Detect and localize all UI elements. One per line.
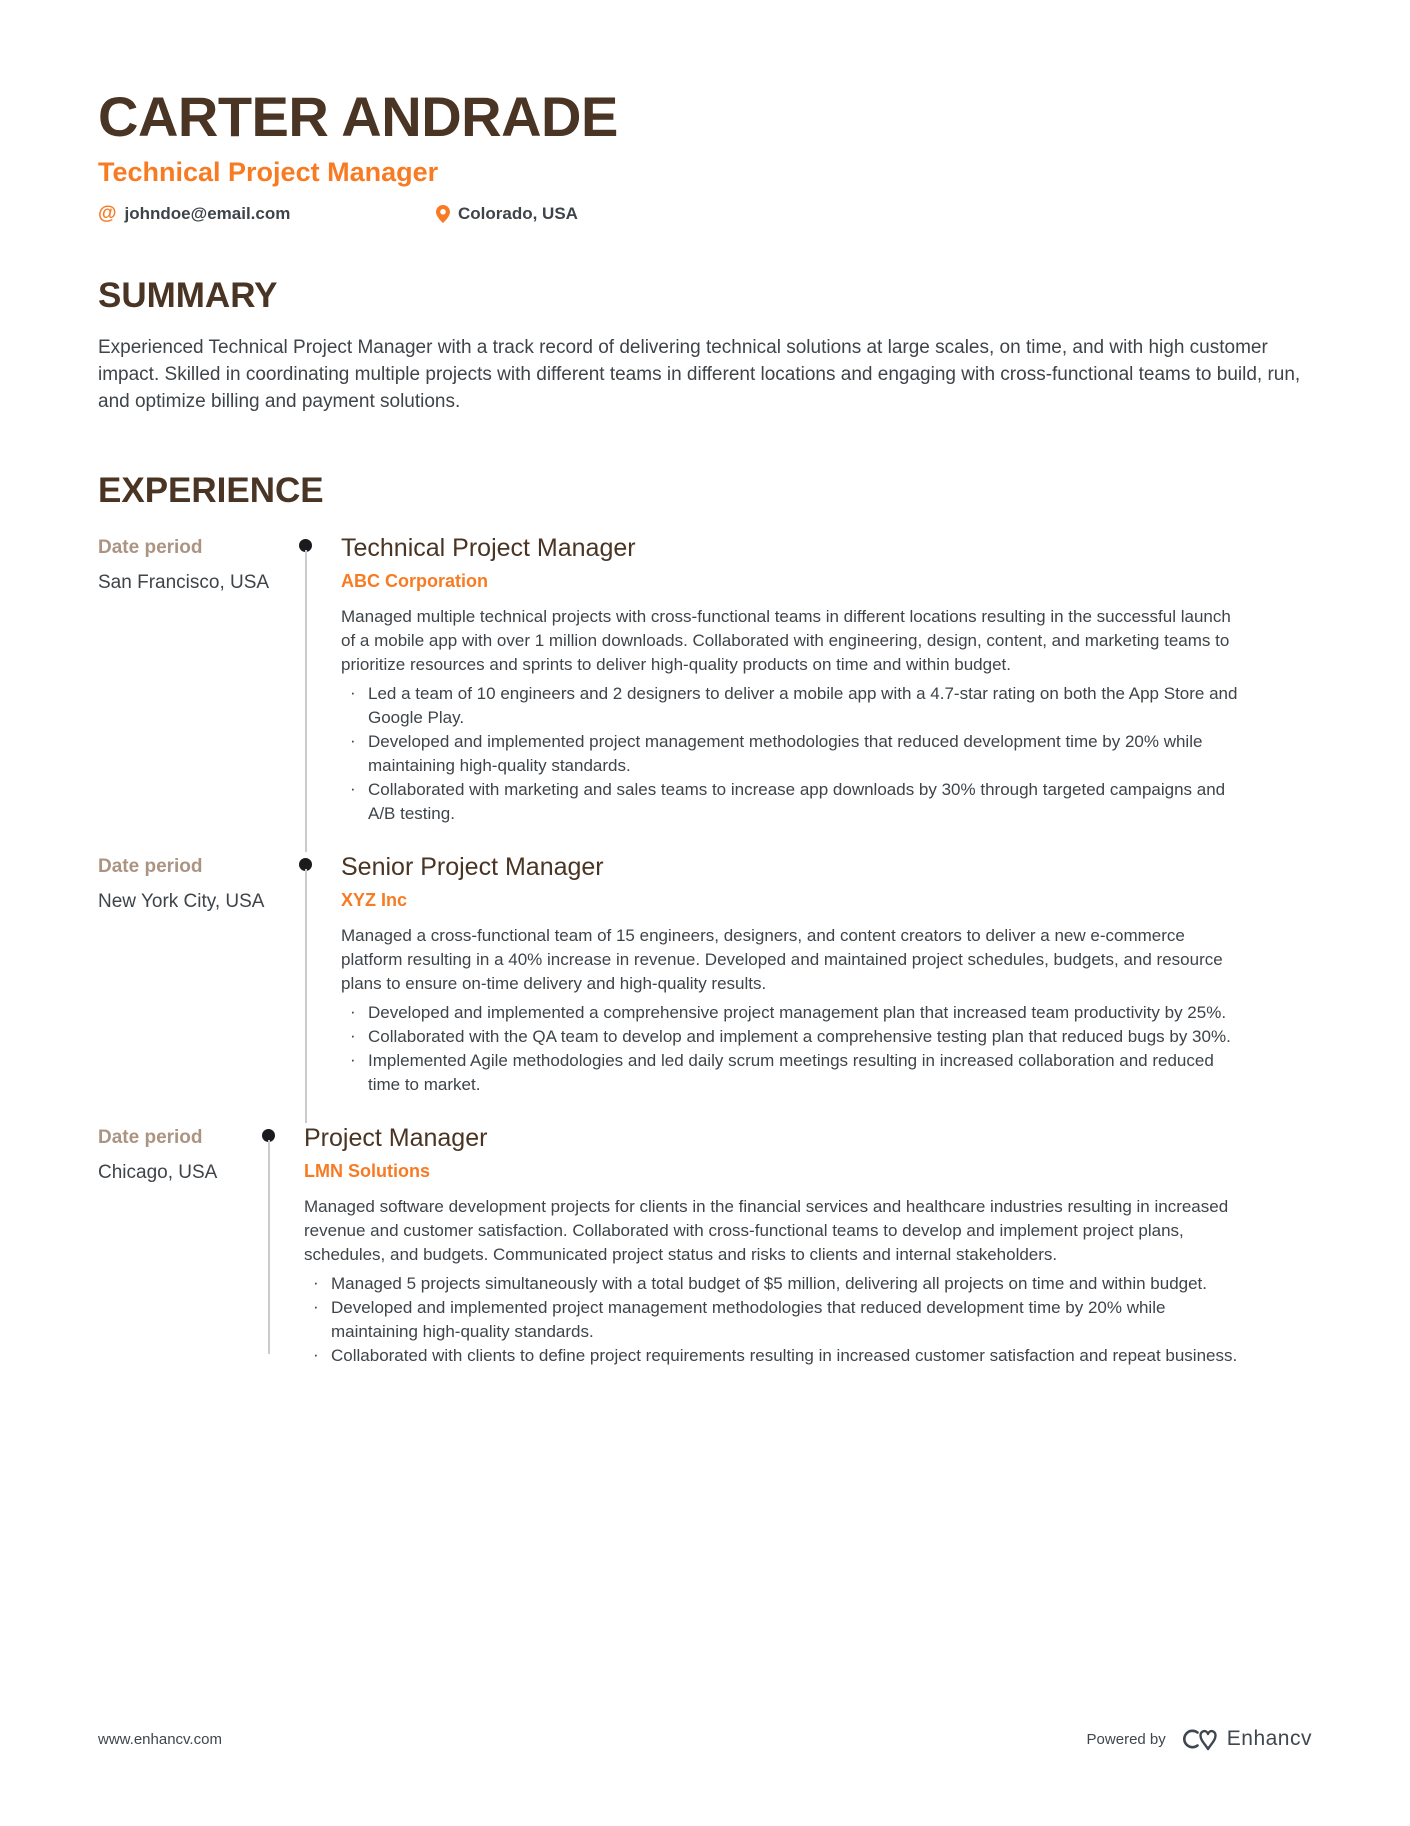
experience-location: New York City, USA bbox=[98, 890, 265, 912]
date-period-label: Date period bbox=[98, 855, 203, 877]
date-period-label: Date period bbox=[98, 536, 203, 558]
job-title: Technical Project Manager bbox=[98, 156, 439, 187]
experience-title: Technical Project Manager bbox=[341, 533, 636, 562]
timeline-line bbox=[305, 550, 307, 852]
experience-list bbox=[98, 533, 1312, 1368]
experience-description: Managed a cross-functional team of 15 engineers, designers, and content creators to deliver a new e-commerce platform resulting in a 40% increase in revenue. Developed and maintained project schedules, budgets, and resource plans to ensure on-time delivery and high-quality results. bbox=[341, 925, 1223, 993]
experience-company: ABC Corporation bbox=[341, 570, 488, 591]
experience-item bbox=[98, 852, 1312, 1097]
experience-item bbox=[98, 1123, 1312, 1368]
summary-heading: SUMMARY bbox=[98, 275, 278, 315]
experience-body bbox=[304, 1123, 1312, 1368]
timeline bbox=[305, 852, 341, 1097]
experience-meta bbox=[98, 1123, 268, 1368]
resume-header bbox=[98, 85, 1312, 225]
enhancv-logo-icon bbox=[1180, 1724, 1220, 1754]
experience-bullets bbox=[304, 1272, 1242, 1368]
brand-name: Enhancv bbox=[1226, 1727, 1312, 1750]
bullet-item: · Developed and implemented project management methodologies that reduced development time by 20% while maintaining high-quality standards. bbox=[304, 1296, 1242, 1344]
timeline-line bbox=[305, 869, 307, 1123]
date-period-label: Date period bbox=[98, 1126, 203, 1148]
experience-title: Project Manager bbox=[304, 1123, 488, 1152]
page-footer bbox=[98, 1724, 1312, 1754]
powered-by-block bbox=[1087, 1724, 1312, 1754]
experience-body bbox=[341, 852, 1312, 1097]
experience-company: XYZ Inc bbox=[341, 889, 408, 910]
experience-heading: EXPERIENCE bbox=[98, 470, 324, 510]
experience-section bbox=[98, 471, 1312, 1368]
experience-location: Chicago, USA bbox=[98, 1161, 218, 1183]
experience-description: Managed software development projects for clients in the financial services and healthcare industries resulting in increased revenue and customer satisfaction. Collaborated with cross-functional teams to develop and implement project plans, schedules, and budgets. Communicated project status and risks to clients and internal stakeholders. bbox=[304, 1196, 1229, 1264]
location-text: Colorado, USA bbox=[458, 203, 578, 223]
bullet-item: · Developed and implemented project management methodologies that reduced development time by 20% while maintaining high-quality standards. bbox=[341, 730, 1242, 778]
bullet-item: · Collaborated with clients to define project requirements resulting in increased customer satisfaction and repeat business. bbox=[304, 1344, 1242, 1368]
bullet-item: · Led a team of 10 engineers and 2 designers to deliver a mobile app with a 4.7-star rating on both the App Store and Google Play. bbox=[341, 682, 1242, 730]
powered-by-label: Powered by bbox=[1086, 1730, 1166, 1748]
location-pin-icon bbox=[436, 205, 450, 223]
experience-bullets bbox=[341, 1001, 1242, 1097]
bullet-item: · Collaborated with marketing and sales teams to increase app downloads by 30% through targeted campaigns and A/B testing. bbox=[341, 778, 1242, 826]
experience-location: San Francisco, USA bbox=[98, 571, 270, 593]
bullet-item: · Developed and implemented a comprehensive project management plan that increased team productivity by 25%. bbox=[341, 1001, 1242, 1025]
experience-item bbox=[98, 533, 1312, 826]
experience-description: Managed multiple technical projects with cross-functional teams in different locations resulting in the successful launch of a mobile app with over 1 million downloads. Collaborated with engineering, design, content, and marketing teams to prioritize resources and sprints to deliver high-quality products on time and within budget. bbox=[341, 606, 1231, 674]
contact-row bbox=[98, 204, 1312, 224]
summary-section bbox=[98, 276, 1312, 415]
email-field bbox=[98, 204, 436, 224]
location-field bbox=[436, 204, 578, 224]
bullet-item: · Implemented Agile methodologies and led daily scrum meetings resulting in increased collaboration and reduced time to market. bbox=[341, 1049, 1242, 1097]
summary-text: Experienced Technical Project Manager with a track record of delivering technical solutions at large scales, on time, and with high customer impact. Skilled in coordinating multiple projects with different teams in different locations and engaging with cross-functional teams to build, run, and optimize billing and payment solutions. bbox=[98, 336, 1301, 412]
experience-company: LMN Solutions bbox=[304, 1160, 430, 1181]
website-url: www.enhancv.com bbox=[98, 1730, 222, 1748]
person-name: CARTER ANDRADE bbox=[98, 85, 618, 148]
experience-meta bbox=[98, 852, 305, 1097]
experience-bullets bbox=[341, 682, 1242, 826]
brand-lockup bbox=[1180, 1724, 1312, 1754]
experience-meta bbox=[98, 533, 305, 826]
timeline-line bbox=[268, 1140, 270, 1354]
email-text: johndoe@email.com bbox=[124, 203, 291, 223]
experience-title: Senior Project Manager bbox=[341, 852, 604, 881]
bullet-item: · Managed 5 projects simultaneously with a total budget of $5 million, delivering all projects on time and within budget. bbox=[304, 1272, 1242, 1296]
at-icon: @ bbox=[98, 203, 117, 225]
experience-body bbox=[341, 533, 1312, 826]
bullet-item: · Collaborated with the QA team to develop and implement a comprehensive testing plan that reduced bugs by 30%. bbox=[341, 1025, 1242, 1049]
timeline bbox=[268, 1123, 304, 1368]
timeline bbox=[305, 533, 341, 826]
